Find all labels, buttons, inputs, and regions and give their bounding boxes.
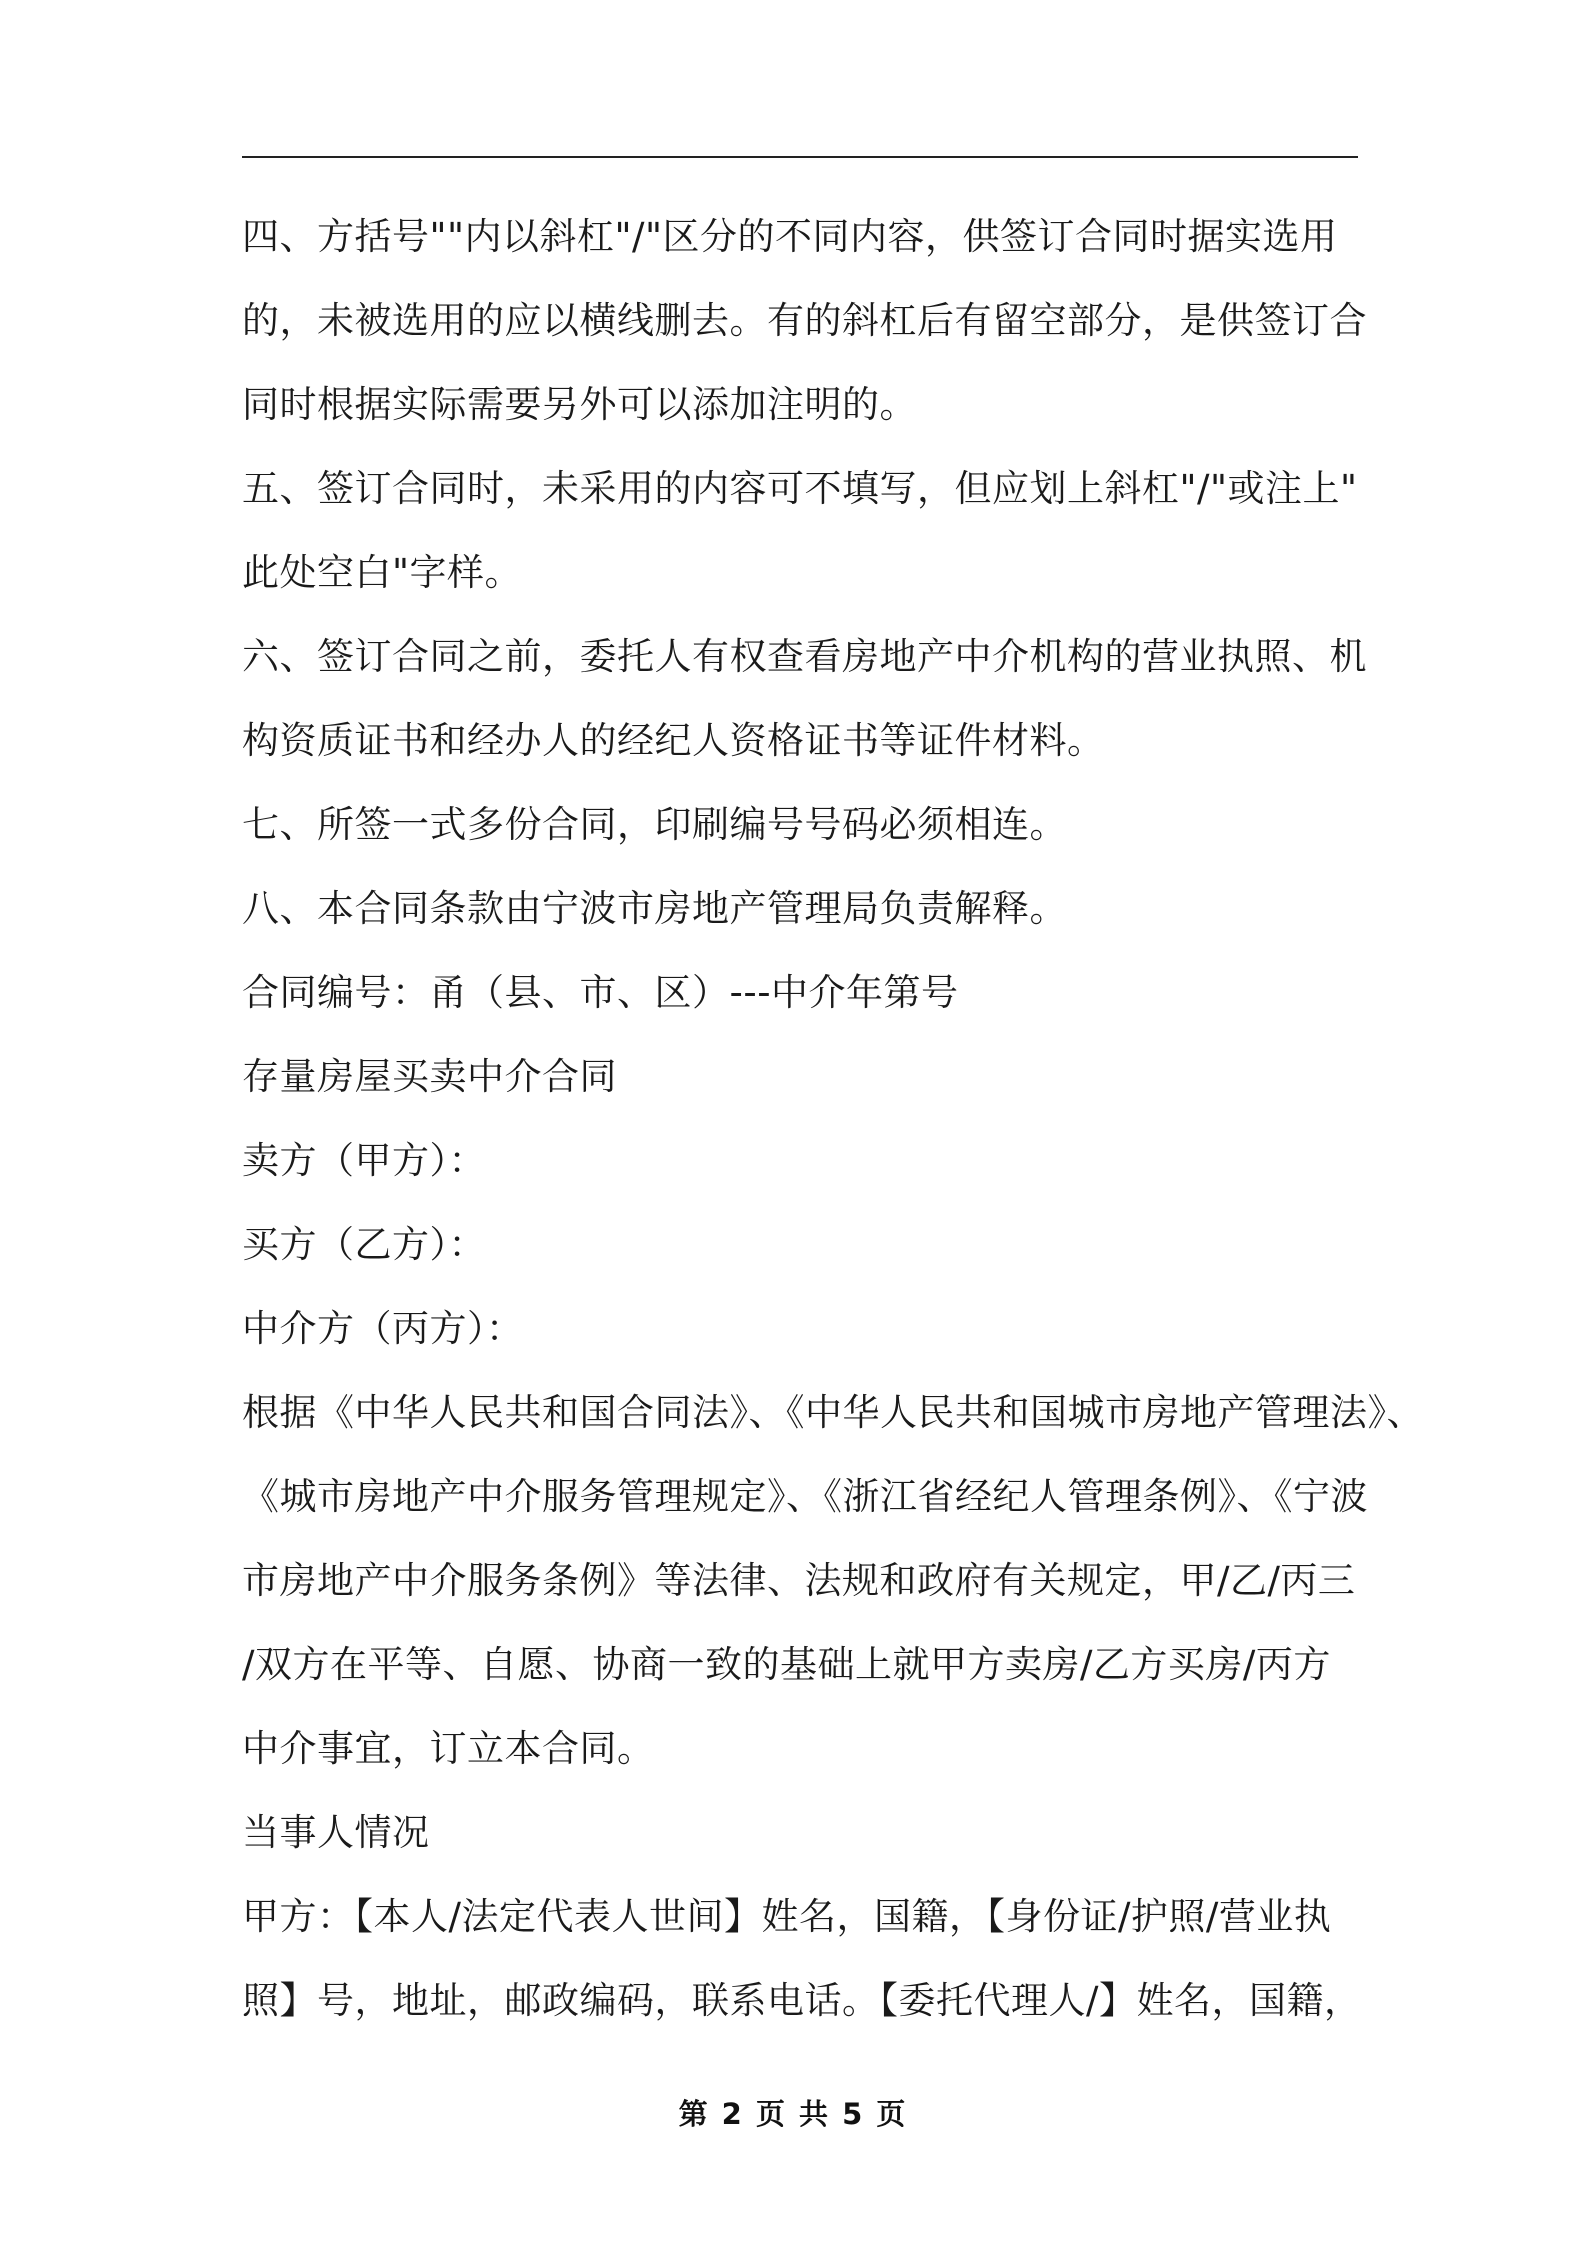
text-line: 六、签订合同之前，委托人有权查看房地产中介机构的营业执照、机 xyxy=(242,635,1367,678)
text-line: 构资质证书和经办人的经纪人资格证书等证件材料。 xyxy=(242,719,1105,762)
text-line: 五、签订合同时，未采用的内容可不填写，但应划上斜杠"/"或注上" xyxy=(242,467,1358,510)
buyer-label: 买方（乙方）： xyxy=(242,1223,486,1266)
section-heading: 当事人情况 xyxy=(242,1811,430,1854)
page-indicator: 第 2 页 共 5 页 xyxy=(678,2097,908,2131)
text-line: 四、方括号""内以斜杠"/"区分的不同内容，供签订合同时据实选用 xyxy=(242,215,1338,258)
text-line: 根据《中华人民共和国合同法》、《中华人民共和国城市房地产管理法》、 xyxy=(242,1391,1424,1434)
text-line: 《城市房地产中介服务管理规定》、《浙江省经纪人管理条例》、《宁波 xyxy=(242,1475,1368,1518)
text-line: 甲方：【本人/法定代表人世间】姓名，国籍，【身份证/护照/营业执 xyxy=(242,1895,1332,1938)
intermediary-label: 中介方（丙方）： xyxy=(242,1307,524,1350)
contract-number-line: 合同编号：甬（县、市、区）---中介年第号 xyxy=(242,971,959,1014)
text-line: 七、所签一式多份合同，印刷编号号码必须相连。 xyxy=(242,803,1067,846)
text-line: 此处空白"字样。 xyxy=(242,551,523,594)
text-line: /双方在平等、自愿、协商一致的基础上就甲方卖房/乙方买房/丙方 xyxy=(242,1643,1331,1686)
text-line: 中介事宜，订立本合同。 xyxy=(242,1727,655,1770)
header-rule xyxy=(242,156,1358,158)
contract-title: 存量房屋买卖中介合同 xyxy=(242,1055,617,1098)
text-line: 市房地产中介服务条例》等法律、法规和政府有关规定，甲/乙/丙三 xyxy=(242,1559,1356,1602)
text-line: 照】号，地址，邮政编码，联系电话。【委托代理人/】姓名，国籍， xyxy=(242,1979,1362,2022)
document-body xyxy=(242,195,1424,2043)
text-line: 八、本合同条款由宁波市房地产管理局负责解释。 xyxy=(242,887,1067,930)
text-line: 的，未被选用的应以横线删去。有的斜杠后有留空部分，是供签订合 xyxy=(242,299,1367,342)
seller-label: 卖方（甲方）： xyxy=(242,1139,486,1182)
text-line: 同时根据实际需要另外可以添加注明的。 xyxy=(242,383,917,426)
